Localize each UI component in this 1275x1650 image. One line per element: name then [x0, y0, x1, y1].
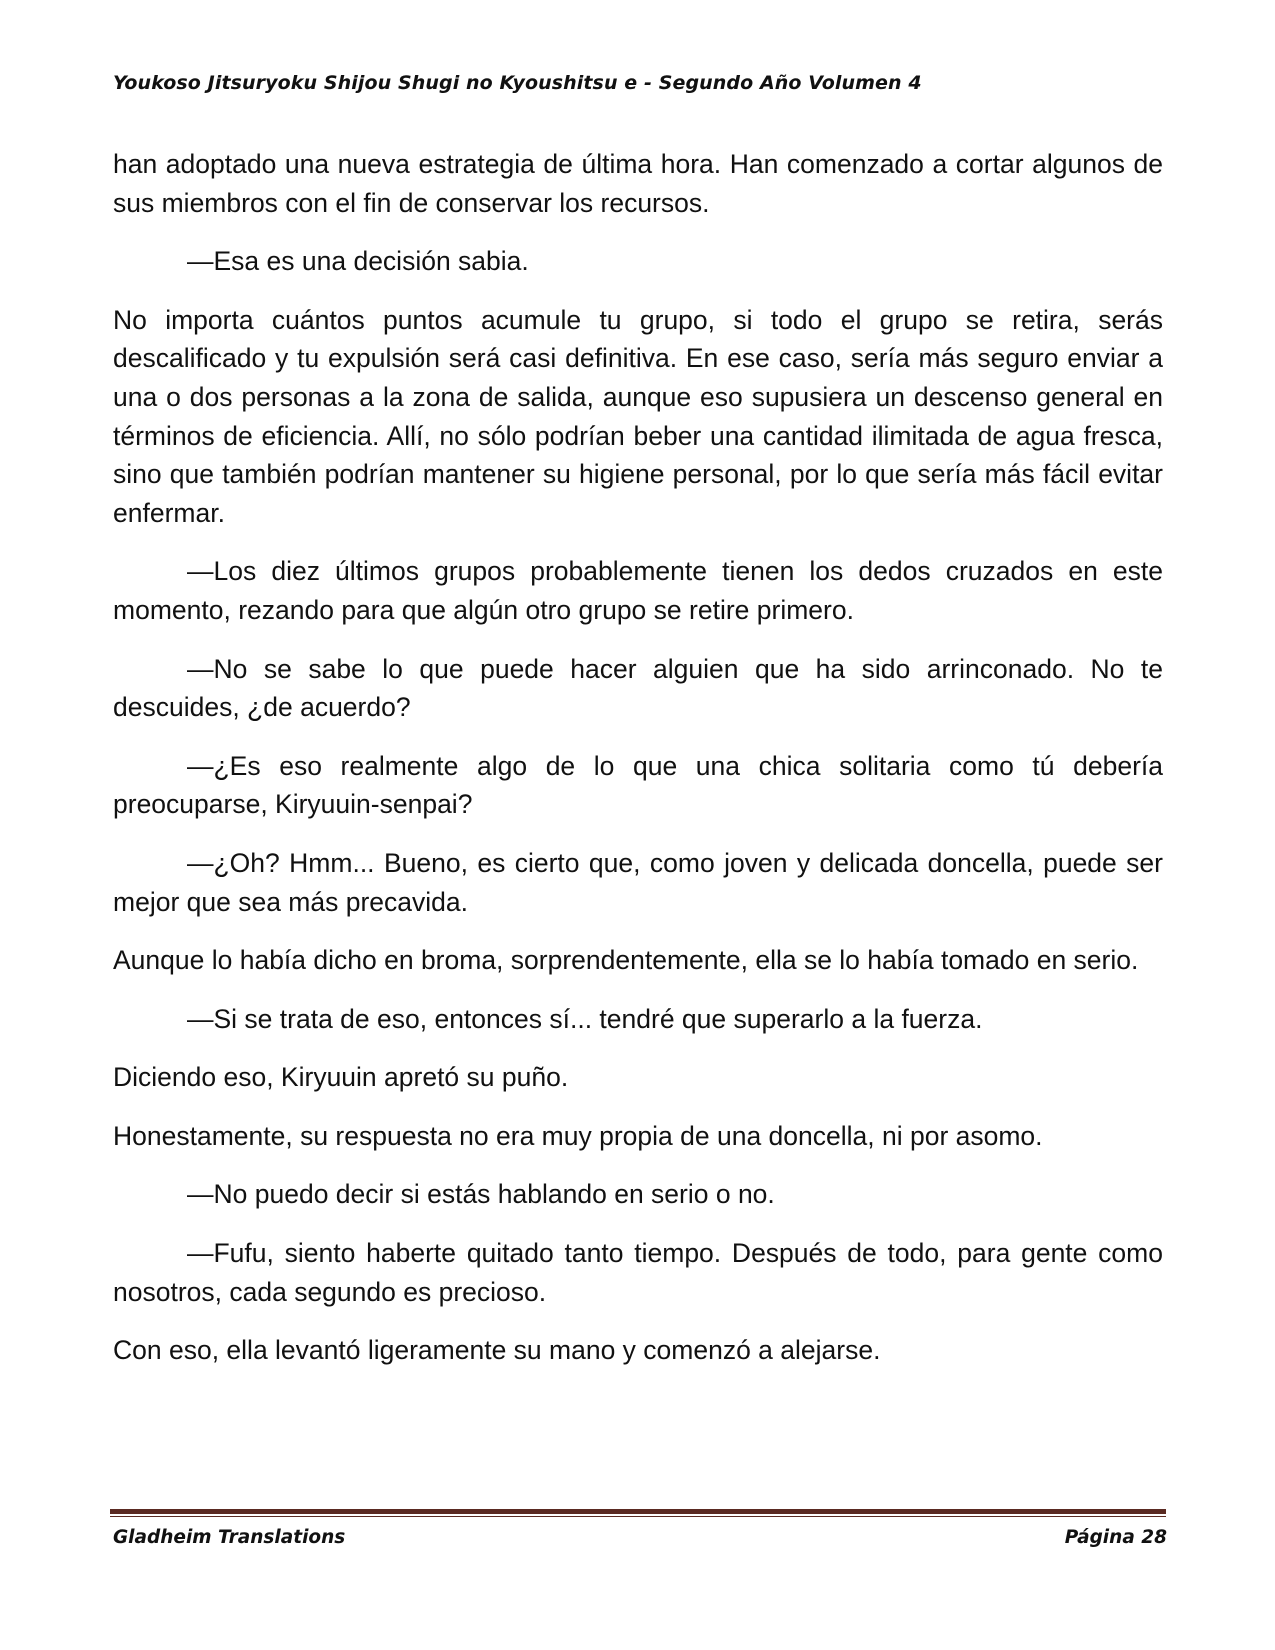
running-header: Youkoso Jitsuryoku Shijou Shugi no Kyoushitsu e - Segundo Año Volumen 4: [113, 72, 922, 94]
paragraph-9: —Si se trata de eso, entonces sí... tendré que superarlo a la fuerza.: [187, 1003, 983, 1034]
paragraph-3: No importa cuántos puntos acumule tu grupo, si todo el grupo se retira, serás descalificado y tu expulsión será casi definitiva. En ese caso, sería más seguro enviar a una o dos personas a la zona de salida, aunque eso supusiera un descenso general en términos de eficiencia. Allí, no sólo podrían beber una cantidad ilimitada de agua fresca, sino que también podrían mantener su higiene personal, por lo que sería más fácil evitar enfermar.: [113, 304, 1163, 528]
paragraph-14: Con eso, ella levantó ligeramente su mano y comenzó a alejarse.: [113, 1335, 881, 1366]
paragraph-8: Aunque lo había dicho en broma, sorprendentemente, ella se lo había tomado en serio.: [113, 945, 1139, 976]
paragraph-7: —¿Oh? Hmm... Bueno, es cierto que, como joven y delicada doncella, puede ser mejor que sea más precavida.: [113, 847, 1163, 917]
footer-divider: [110, 1509, 1166, 1517]
footer-divider-thin: [110, 1516, 1166, 1517]
paragraph-10: Diciendo eso, Kiryuuin apretó su puño.: [113, 1062, 569, 1093]
paragraph-12: —No puedo decir si estás hablando en serio o no.: [187, 1179, 775, 1210]
paragraph-1: han adoptado una nueva estrategia de última hora. Han comenzado a cortar algunos de sus miembros con el fin de conservar los recursos.: [113, 149, 1163, 218]
paragraph-6: —¿Es eso realmente algo de lo que una chica solitaria como tú debería preocuparse, Kiryuuin-senpai?: [113, 750, 1163, 820]
body-text: [113, 145, 1163, 1390]
paragraph-13: —Fufu, siento haberte quitado tanto tiempo. Después de todo, para gente como nosotros, cada segundo es precioso.: [113, 1238, 1163, 1307]
footer-page-number: Página 28: [1064, 1527, 1167, 1548]
paragraph-11: Honestamente, su respuesta no era muy propia de una doncella, ni por asomo.: [113, 1120, 1043, 1151]
footer-publisher: Gladheim Translations: [113, 1527, 346, 1548]
paragraph-5: —No se sabe lo que puede hacer alguien que ha sido arrinconado. No te descuides, ¿de acuerdo?: [113, 653, 1163, 723]
paragraph-4: —Los diez últimos grupos probablemente tienen los dedos cruzados en este momento, rezando para que algún otro grupo se retire primero.: [113, 556, 1163, 625]
paragraph-2: —Esa es una decisión sabia.: [187, 246, 529, 277]
